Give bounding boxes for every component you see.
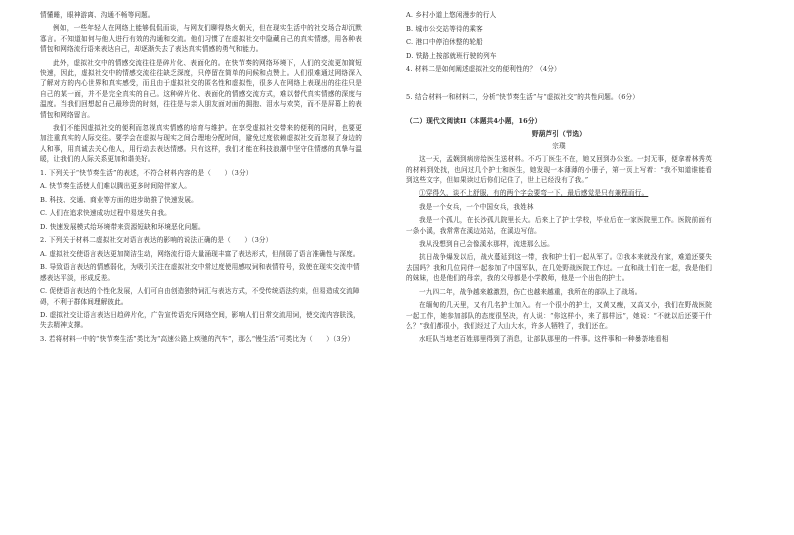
question-2: 2. 下列关于材料二虚拟社交对语言表达的影响的说法正确的是（ ）（3分） (40, 236, 273, 245)
q3-option-d: D. 铁路上按部就班行驶的列车 (406, 51, 497, 60)
story-paragraph-1: 这一天，孟娴到病房给医生送材料。不巧丁医生不在，她又回到办公室。一封无事，便拿着林秀英的材料到处找，也问过几个护士和医生，她发现一本薄薄的小册子，第一页上写着：“我不知道谁能看到这些文字，但如果读过后你们记住了，世上已经没有了我。” (406, 155, 712, 185)
story-paragraph-6: 一九四二年，战争越来越激烈，伤亡也越来越重，我所在的部队上了战场。 (419, 287, 642, 296)
story-paragraph-7: 在缅甸的几天里，又有几名护士加入。有一个很小的护士，又黄又瘦，又高又小，我们在野战医院一起工作，她参加部队的态度很坚决，有人说：“你这样小，来了那样远”，她说：“不就以后还要干什么？”我们都很小，我们经过了大山大水，许多人牺牲了，我们还在。 (406, 301, 712, 330)
question-3: 3. 若将材料一中的“快节奏生活”类比为“高速公路上疾驰的汽车”，那么“慢生活”可类比为（ ）（3分） (40, 334, 355, 343)
q2-option-d: D. 虚拟社交让语言表达日趋碎片化，广告宣传语充斥网络空间，影响人们日常交流用词，使交流内容肤浅，失去精神支撑。 (40, 311, 360, 330)
question-4: 4. 材料二是如何阐述虚拟社交的便利性的？（4分） (406, 65, 561, 73)
story-underlined-sentence-1: ①穿得久，谈不上舒服，有的两个字会要弯一下，最后感觉是只有兼程而行。 (419, 189, 649, 198)
paragraph-example: 例如，一些年轻人在网络上能够侃侃而谈，与网友们聊得热火朝天，但在现实生活中的社交场合却沉默寡言。不知道如何与他人进行有效的沟通和交流。他们习惯了在虚拟社交中隐藏自己的真实情感，用各种表情包和网络流行语来表达自己，却逐渐失去了表达真实情感的勇气和能力。 (40, 24, 362, 54)
q1-option-d: D. 快速发展模式给环境带来资源短缺和环境恶化问题。 (40, 222, 205, 231)
q3-option-a: A. 乡村小道上悠闲漫步的行人 (406, 11, 497, 19)
story-paragraph-8: 水旺队当地老百姓那里得到了消息，让部队那里的一件事。这件事和一种暴荼地看相 (419, 335, 669, 344)
answer-space-q4 (406, 78, 712, 92)
section-heading: （二）现代文阅读II（本题共4小题，16分） (406, 117, 542, 125)
q3-option-b: B. 城市公交站等待的乘客 (406, 24, 483, 33)
story-paragraph-5: 抗日战争爆发以后，战火蔓延到这一带，我和护士们一起从军了。②我本来就没有家，难道还要失去国吗？我和几位同伴一起参加了中国军队，在几处野战医院工作过。一直和战士们在一起，我是他们的妹妹，也是他们的母亲，我的父母都是小学教师，他是一个出色的护士。 (406, 253, 712, 283)
story-paragraph-4: 我从没想到自己会像溪水那样，流进那么远。 (419, 240, 554, 249)
q3-option-c: C. 港口中停泊休整的轮船 (406, 38, 483, 46)
q2-option-b: B. 导致语言表达的情感弱化，为吸引关注在虚拟社交中常过度使用感叹词和表情符号，致使在现实交流中情感表达平淡，形成反差。 (40, 263, 360, 282)
question-1: 1. 下列关于“快节奏生活”的表述，不符合材料内容的是（ ）（3分） (40, 168, 253, 177)
passage-title: 野葫芦引（节选） (532, 130, 586, 139)
paragraph-conclusion: 我们不能因虚拟社交的便利而忽视真实情感的培育与维护。在享受虚拟社交带来的便利的同时，也要更加注重真实的人际交往。要学会在虚拟与现实之间合理地分配时间，避免过度依赖虚拟社交而忽视了身边的人和事，用真诚去关心他人，用行动去表达情感。只有这样，我们才能在科技浪潮中坚守住情感的真挚与温暖，让我们的人际关系更加和谐美好。 (40, 124, 362, 164)
q1-option-c: C. 人们在追求快速成功过程中易迷失自我。 (40, 209, 171, 218)
story-paragraph-2: 我是一个女兵，一个中国女兵，我姓林 (419, 202, 534, 211)
right-column (406, 10, 712, 348)
paragraph-fragmented-emotion: 此外，虚拟社交中的情感交流往往是碎片化、表面化的。在快节奏的网络环境下，人们的交流更加简短快速，因此，虚拟社交中的情感交流往往缺乏深度，只停留在简单的问候和点赞上。人们很难通过网络深入了解对方的内心世界和真实感受，而且由于虚拟社交的匿名性和虚拟性，很多人在网络上表现出的往往只是自己的某一面，并不是完全真实的自己。这种碎片化、表面化的情感交流方式，难以替代真实情感的深度与温度。当我们回想起自己最珍贵的时刻，往往是与亲人朋友面对面的拥抱、泪水与欢笑，而不是屏幕上的表情包和网络留言。 (40, 58, 362, 119)
paragraph-fragment: 情懂睡，眼神游离、沟通不畅等问题。 (40, 11, 155, 19)
q2-option-a: A. 虚拟社交使语言表达更加简洁生动，网络流行语大量涌现丰富了表达形式，但削弱了语言准确性与深度。 (40, 249, 360, 258)
passage-author: 宗璞 (552, 141, 566, 150)
answer-space-q5 (406, 105, 712, 116)
story-paragraph-3: 我是一个孤儿，在长沙孤儿院里长大。后来上了护士学校，毕业后在一家医院里工作。医院前面有一条小溪，我常常在溪边站站，在溪边写信。 (406, 216, 712, 235)
q1-option-a: A. 快节奏生活使人们难以腾出更多时间陪伴家人。 (40, 182, 192, 191)
q2-option-c: C. 促使语言表达的个性化发展，人们可自由创造独特词汇与表达方式，不受传统语法约束，但易造成交流障碍，不利于群体间理解彼此。 (40, 287, 360, 306)
question-5: 5. 结合材料一和材料二，分析“快节奏生活”与“虚拟社交”的共性问题。（6分） (406, 92, 640, 101)
q1-option-b: B. 科技、交通、商业等方面的进步助推了快速发展。 (40, 195, 198, 204)
left-column (40, 10, 362, 347)
